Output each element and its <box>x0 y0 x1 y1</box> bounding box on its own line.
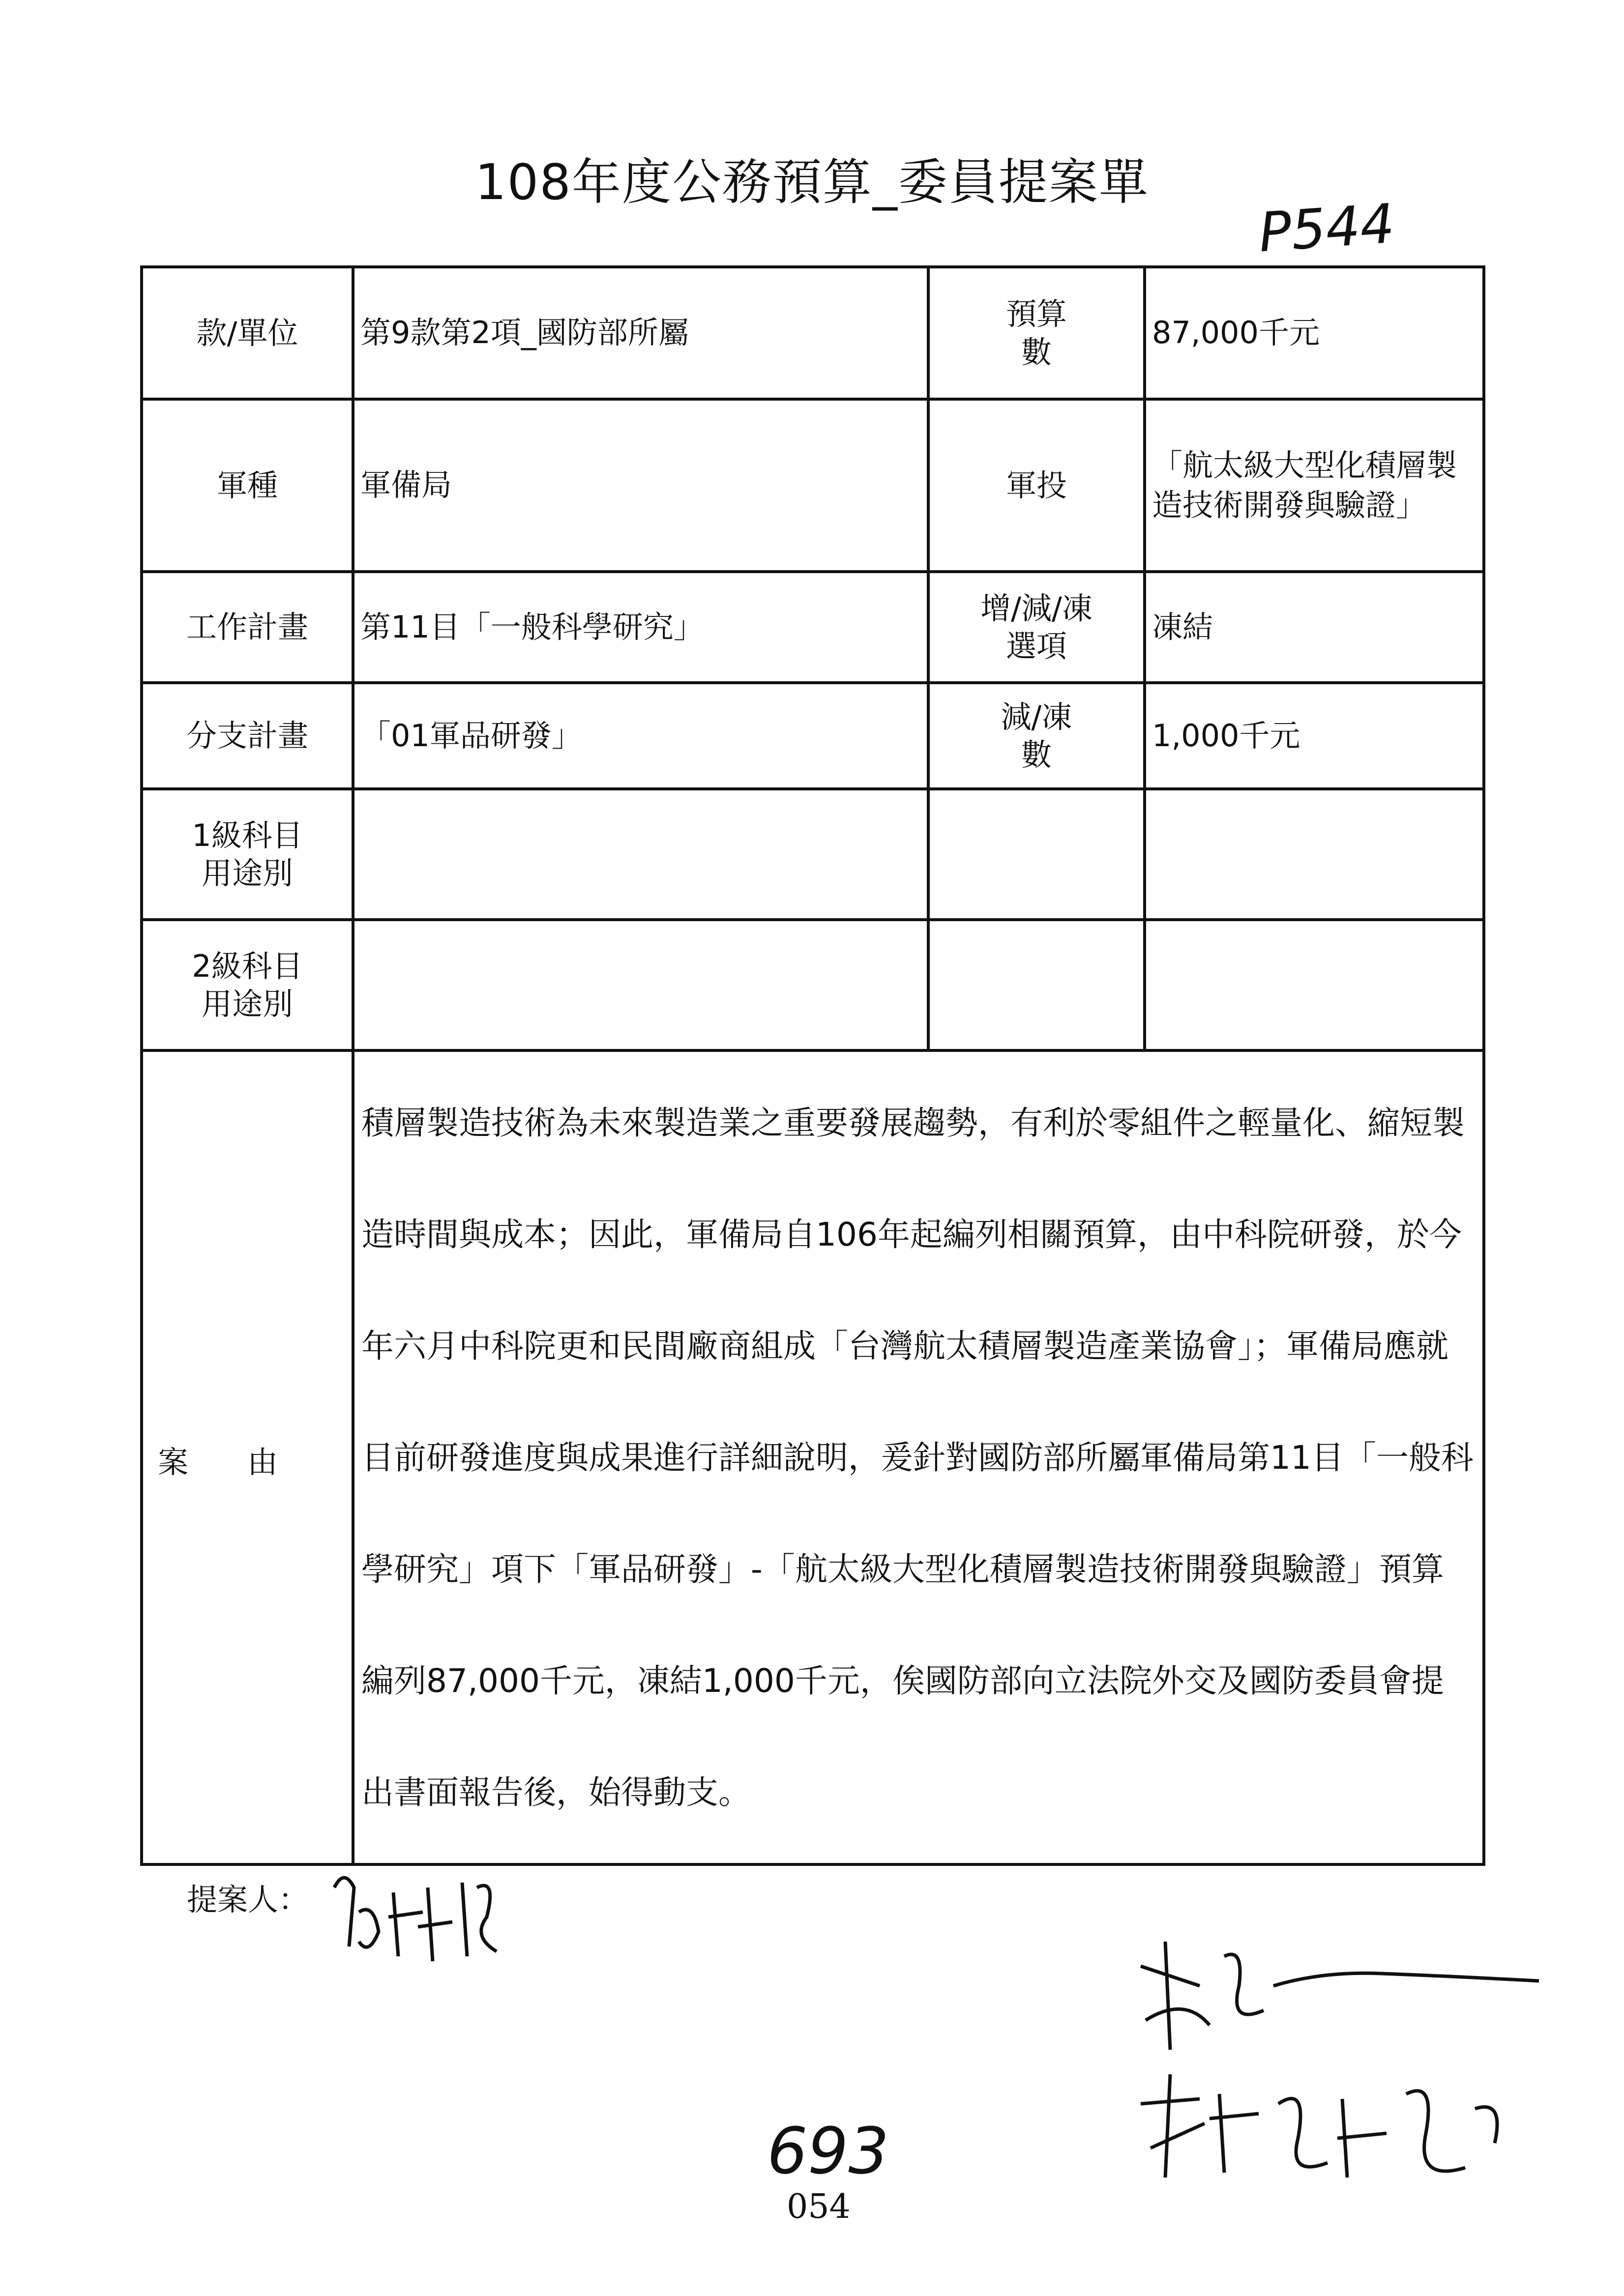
label-military-investment: 軍投 <box>928 399 1145 572</box>
signature-proposer-1 <box>325 1858 531 1976</box>
value-adjust-option: 凍結 <box>1145 572 1484 683</box>
form-row-level1-subject <box>142 789 1484 920</box>
label-reason: 案由 <box>142 1050 353 1864</box>
label-work-plan: 工作計畫 <box>142 572 353 683</box>
reason-text: 積層製造技術為未來製造業之重要發展趨勢，有利於零組件之輕量化、縮短製造時間與成本；因此，軍備局自106年起編列相關預算，由中科院研發，於今年六月中科院更和民間廠商組成「台灣航太積層製造產業協會」；軍備局應就目前研發進度與成果進行詳細說明，爰針對國防部所屬軍備局第11目「一般科學研究」項下「軍品研發」-「航太級大型化積層製造技術開發與驗證」預算編列87,000千元，凍結1,000千元，俟國防部向立法院外交及國防委員會提出書面報告後，始得動支。 <box>353 1050 1484 1864</box>
label-reduce-freeze-amount: 減/凍 數 <box>928 683 1145 789</box>
value-sub-plan: 「01軍品研發」 <box>353 683 928 789</box>
form-row-unit <box>142 267 1484 399</box>
label-unit: 款/單位 <box>142 267 353 399</box>
signature-proposer-2 <box>1126 1927 1554 2084</box>
value-branch: 軍備局 <box>353 399 928 572</box>
label-sub-plan: 分支計畫 <box>142 683 353 789</box>
value-unit: 第9款第2項_國防部所屬 <box>353 267 928 399</box>
label-branch: 軍種 <box>142 399 353 572</box>
signature-proposer-3 <box>1131 2064 1534 2202</box>
label-adjust-option: 增/減/凍 選項 <box>928 572 1145 683</box>
value-budget-amount: 87,000千元 <box>1145 267 1484 399</box>
proposal-form-table <box>140 265 1485 1866</box>
value-work-plan: 第11目「一般科學研究」 <box>353 572 928 683</box>
empty-cell <box>928 789 1145 920</box>
handwritten-page-number: 693 <box>767 2114 889 2188</box>
value-level1-subject <box>353 789 928 920</box>
page-number: 054 <box>787 2187 851 2226</box>
form-row-branch <box>142 399 1484 572</box>
document-title: 108年度公務預算_委員提案單 <box>475 153 1149 211</box>
empty-cell <box>1145 789 1484 920</box>
value-military-investment: 「航太級大型化積層製 造技術開發與驗證」 <box>1145 399 1484 572</box>
label-level2-subject: 2級科目 用途別 <box>142 920 353 1050</box>
empty-cell <box>1145 920 1484 1050</box>
label-budget-amount: 預算 數 <box>928 267 1145 399</box>
value-level2-subject <box>353 920 928 1050</box>
proposer-label: 提案人： <box>187 1882 309 1918</box>
label-level1-subject: 1級科目 用途別 <box>142 789 353 920</box>
handwritten-page-reference: P544 <box>1256 192 1397 264</box>
empty-cell <box>928 920 1145 1050</box>
form-row-level2-subject <box>142 920 1484 1050</box>
form-row-work-plan <box>142 572 1484 683</box>
value-reduce-freeze-amount: 1,000千元 <box>1145 683 1484 789</box>
form-row-sub-plan <box>142 683 1484 789</box>
form-row-reason <box>142 1050 1484 1864</box>
